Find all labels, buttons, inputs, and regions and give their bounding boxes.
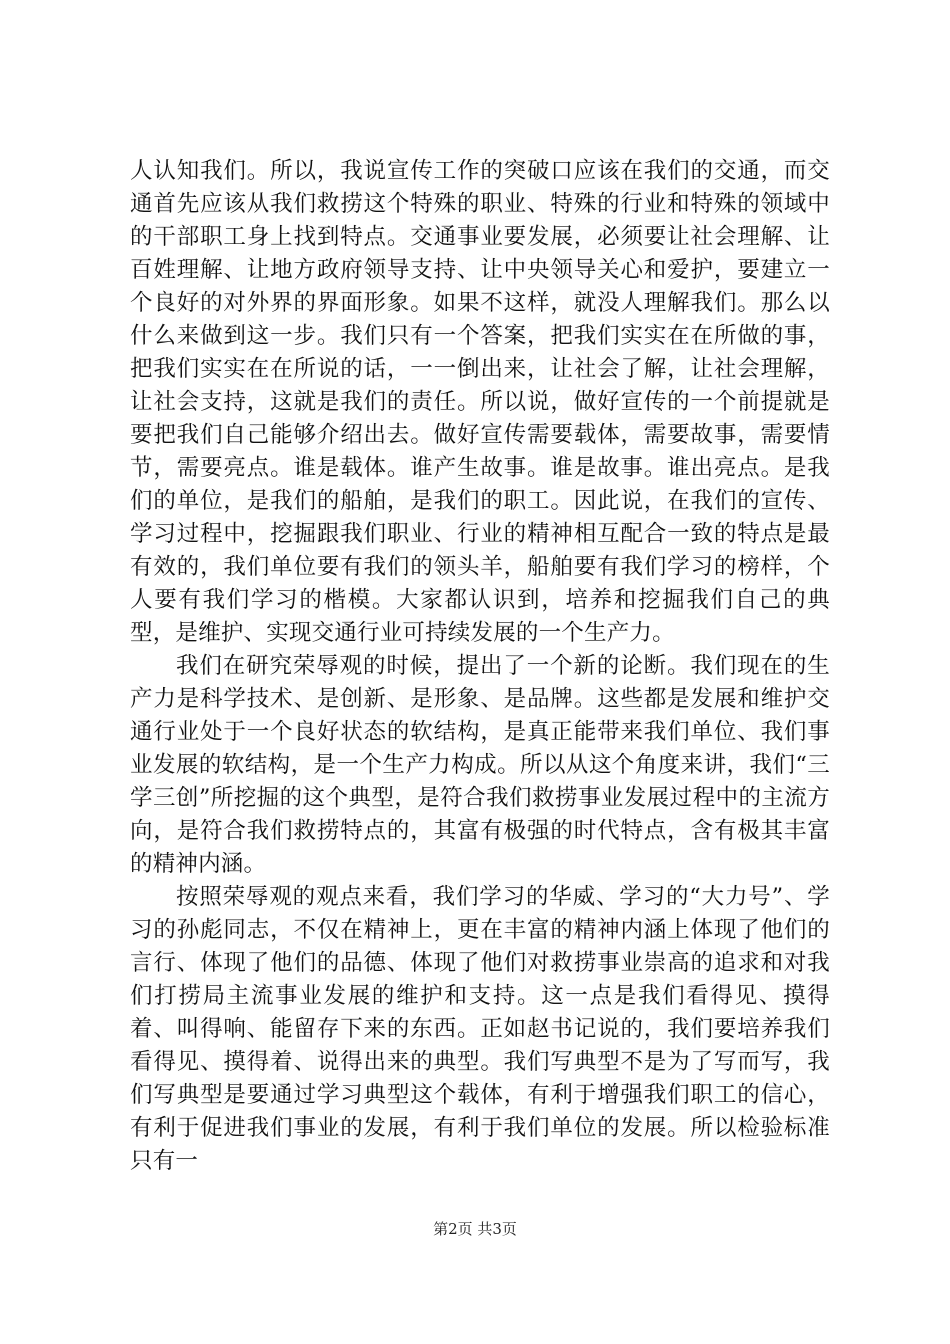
page-number-footer: 第2页 共3页 <box>433 1220 517 1238</box>
paragraph-continued: 人认知我们。所以，我说宣传工作的突破口应该在我们的交通，而交通首先应该从我们救捞这个特殊的职业、特殊的行业和特殊的领域中的干部职工身上找到特点。交通事业要发展，必须要让社会理解、让百姓理解、让地方政府领导支持、让中央领导关心和爱护，要建立一个良好的对外界的界面形象。如果不这样，就没人理解我们。那么以什么来做到这一步。我们只有一个答案，把我们实实在在所做的事，把我们实实在在所说的话，一一倒出来，让社会了解，让社会理解，让社会支持，这就是我们的责任。所以说，做好宣传的一个前提就是要把我们自己能够介绍出去。做好宣传需要载体，需要故事，需要情节，需要亮点。谁是载体。谁产生故事。谁是故事。谁出亮点。是我们的单位，是我们的船舶，是我们的职工。因此说，在我们的宣传、学习过程中，挖掘跟我们职业、行业的精神相互配合一致的特点是最有效的，我们单位要有我们的领头羊，船舶要有我们学习的榜样，个人要有我们学习的楷模。大家都认识到，培养和挖掘我们自己的典型，是维护、实现交通行业可持续发展的一个生产力。 <box>130 158 830 646</box>
paragraph: 我们在研究荣辱观的时候，提出了一个新的论断。我们现在的生产力是科学技术、是创新、是形象、是品牌。这些都是发展和维护交通行业处于一个良好状态的软结构，是真正能带来我们单位、我们事业发展的软结构，是一个生产力构成。所以从这个角度来讲，我们“三学三创”所挖掘的这个典型，是符合我们救捞事业发展过程中的主流方向，是符合我们救捞特点的，其富有极强的时代特点，含有极其丰富的精神内涵。 <box>130 653 830 877</box>
document-body <box>130 155 830 1178</box>
paragraph: 按照荣辱观的观点来看，我们学习的华威、学习的“大力号”、学习的孙彪同志，不仅在精神上，更在丰富的精神内涵上体现了他们的言行、体现了他们的品德、体现了他们对救捞事业崇高的追求和对我们打捞局主流事业发展的维护和支持。这一点是我们看得见、摸得着、叫得响、能留存下来的东西。正如赵书记说的，我们要培养我们看得见、摸得着、说得出来的典型。我们写典型不是为了写而写，我们写典型是要通过学习典型这个载体，有利于增强我们职工的信心，有利于促进我们事业的发展，有利于我们单位的发展。所以检验标准只有一 <box>130 884 830 1174</box>
